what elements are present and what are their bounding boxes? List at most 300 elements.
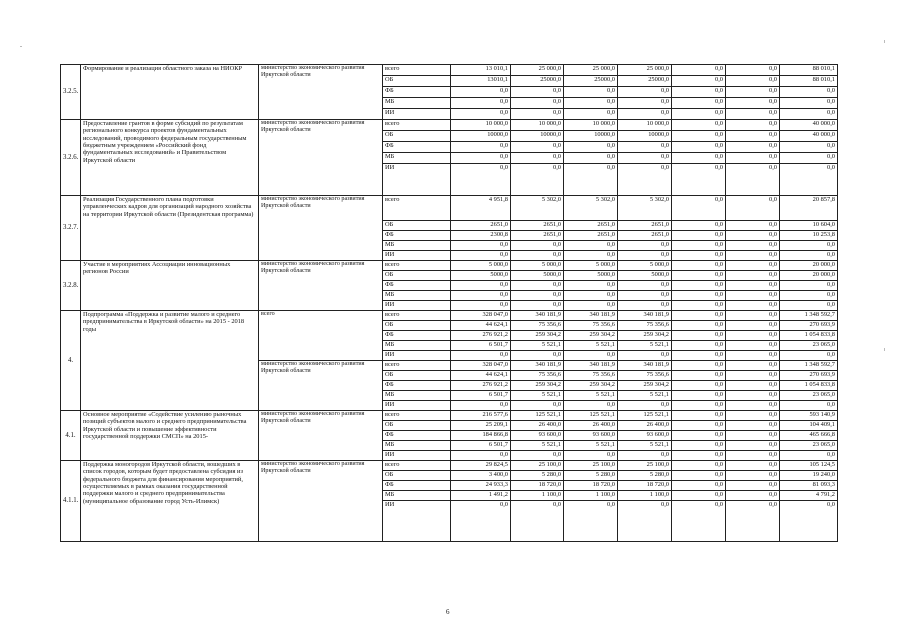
amount-cell: 0,0 bbox=[564, 98, 618, 109]
row-code: 3.2.5. bbox=[61, 65, 81, 120]
amount-cell: 0,0 bbox=[511, 142, 564, 153]
row-code: 3.2.8. bbox=[61, 261, 81, 311]
amount-cell: 0,0 bbox=[618, 98, 672, 109]
amount-cell: 0,0 bbox=[618, 401, 672, 411]
funding-source: ОБ bbox=[383, 371, 451, 381]
amount-cell: 5 302,0 bbox=[618, 196, 672, 221]
funding-source: МБ bbox=[383, 291, 451, 301]
amount-cell: 5 521,1 bbox=[564, 391, 618, 401]
row-code: 4.1.1. bbox=[61, 461, 81, 542]
amount-cell: 0,0 bbox=[672, 261, 726, 271]
funding-source: ОБ bbox=[383, 271, 451, 281]
amount-cell: 0,0 bbox=[511, 241, 564, 251]
amount-cell: 0,0 bbox=[780, 87, 838, 98]
amount-cell: 25 100,0 bbox=[564, 461, 618, 471]
funding-source: ОБ bbox=[383, 471, 451, 481]
amount-cell: 0,0 bbox=[726, 164, 780, 196]
amount-cell: 0,0 bbox=[780, 164, 838, 196]
amount-cell: 25 000,0 bbox=[511, 65, 564, 76]
amount-cell: 0,0 bbox=[618, 291, 672, 301]
amount-cell: 0,0 bbox=[672, 411, 726, 421]
amount-cell: 93 600,0 bbox=[564, 431, 618, 441]
amount-cell: 0,0 bbox=[618, 351, 672, 361]
amount-cell: 0,0 bbox=[672, 351, 726, 361]
amount-cell: 0,0 bbox=[451, 142, 511, 153]
amount-cell: 18 720,0 bbox=[511, 481, 564, 491]
amount-cell: 0,0 bbox=[451, 98, 511, 109]
amount-cell: 5 521,1 bbox=[564, 441, 618, 451]
table-row bbox=[61, 311, 838, 321]
amount-cell: 276 921,2 bbox=[451, 331, 511, 341]
amount-cell: 5 521,1 bbox=[618, 441, 672, 451]
amount-cell: 0,0 bbox=[672, 481, 726, 491]
amount-cell: 328 047,0 bbox=[451, 311, 511, 321]
amount-cell: 0,0 bbox=[672, 142, 726, 153]
amount-cell: 0,0 bbox=[618, 281, 672, 291]
funding-source: ИИ bbox=[383, 164, 451, 196]
amount-cell: 26 400,0 bbox=[618, 421, 672, 431]
amount-cell: 0,0 bbox=[726, 451, 780, 461]
amount-cell: 0,0 bbox=[672, 471, 726, 481]
amount-cell: 0,0 bbox=[511, 87, 564, 98]
amount-cell: 25 209,1 bbox=[451, 421, 511, 431]
amount-cell: 0,0 bbox=[672, 241, 726, 251]
row-executor: министерство экономического развития Иркутской области bbox=[259, 461, 383, 542]
funding-source: МБ bbox=[383, 391, 451, 401]
amount-cell: 5 280,0 bbox=[511, 471, 564, 481]
amount-cell: 20 000,0 bbox=[780, 271, 838, 281]
amount-cell: 75 356,6 bbox=[511, 321, 564, 331]
amount-cell: 5 000,0 bbox=[564, 261, 618, 271]
amount-cell: 0,0 bbox=[451, 351, 511, 361]
amount-cell: 1 348 592,7 bbox=[780, 361, 838, 371]
financing-table bbox=[60, 64, 838, 542]
amount-cell: 0,0 bbox=[564, 241, 618, 251]
amount-cell: 0,0 bbox=[726, 196, 780, 221]
amount-cell: 88 010,1 bbox=[780, 76, 838, 87]
amount-cell: 0,0 bbox=[511, 451, 564, 461]
amount-cell: 0,0 bbox=[672, 431, 726, 441]
funding-source: МБ bbox=[383, 98, 451, 109]
amount-cell: 4 951,8 bbox=[451, 196, 511, 221]
amount-cell: 2651,0 bbox=[564, 231, 618, 241]
amount-cell: 6 501,7 bbox=[451, 391, 511, 401]
amount-cell: 0,0 bbox=[726, 381, 780, 391]
amount-cell: 0,0 bbox=[726, 301, 780, 311]
amount-cell: 10 000,0 bbox=[511, 120, 564, 131]
row-executor: министерство экономического развития Иркутской области bbox=[259, 120, 383, 196]
amount-cell: 125 521,1 bbox=[564, 411, 618, 421]
funding-source: ОБ bbox=[383, 131, 451, 142]
amount-cell: 0,0 bbox=[672, 109, 726, 120]
amount-cell: 5000,0 bbox=[564, 271, 618, 281]
amount-cell: 1 054 833,8 bbox=[780, 331, 838, 341]
amount-cell: 0,0 bbox=[672, 371, 726, 381]
amount-cell: 10 000,0 bbox=[564, 120, 618, 131]
funding-source: ФБ bbox=[383, 87, 451, 98]
amount-cell: 104 409,1 bbox=[780, 421, 838, 431]
amount-cell: 0,0 bbox=[726, 371, 780, 381]
funding-source: МБ bbox=[383, 241, 451, 251]
amount-cell: 0,0 bbox=[672, 301, 726, 311]
table-row bbox=[61, 411, 838, 421]
amount-cell: 2651,0 bbox=[618, 231, 672, 241]
amount-cell: 0,0 bbox=[726, 351, 780, 361]
amount-cell: 0,0 bbox=[451, 501, 511, 542]
amount-cell: 0,0 bbox=[618, 501, 672, 542]
table-row bbox=[61, 461, 838, 471]
funding-source: ФБ bbox=[383, 142, 451, 153]
scan-mark bbox=[884, 40, 885, 43]
amount-cell: 0,0 bbox=[672, 451, 726, 461]
amount-cell: 270 693,9 bbox=[780, 371, 838, 381]
amount-cell: 5 280,0 bbox=[564, 471, 618, 481]
amount-cell: 0,0 bbox=[672, 196, 726, 221]
amount-cell: 29 824,5 bbox=[451, 461, 511, 471]
amount-cell: 0,0 bbox=[672, 441, 726, 451]
amount-cell: 23 065,0 bbox=[780, 391, 838, 401]
amount-cell: 0,0 bbox=[672, 65, 726, 76]
amount-cell: 5 302,0 bbox=[564, 196, 618, 221]
amount-cell: 0,0 bbox=[672, 76, 726, 87]
row-description: Реализация Государственного плана подготовки управленческих кадров для организаций народного хозяйства на территории Иркутской области (Президентская программа) bbox=[81, 196, 259, 261]
amount-cell: 0,0 bbox=[672, 98, 726, 109]
amount-cell: 0,0 bbox=[726, 281, 780, 291]
funding-source: МБ bbox=[383, 491, 451, 501]
funding-source: МБ bbox=[383, 153, 451, 164]
amount-cell: 0,0 bbox=[618, 164, 672, 196]
amount-cell: 0,0 bbox=[726, 65, 780, 76]
amount-cell: 0,0 bbox=[672, 381, 726, 391]
amount-cell: 0,0 bbox=[780, 241, 838, 251]
row-executor: министерство экономического развития Иркутской области bbox=[259, 196, 383, 261]
amount-cell: 10 604,0 bbox=[780, 221, 838, 231]
amount-cell: 0,0 bbox=[726, 391, 780, 401]
amount-cell: 0,0 bbox=[726, 261, 780, 271]
amount-cell: 0,0 bbox=[672, 271, 726, 281]
scan-mark bbox=[20, 46, 22, 47]
amount-cell: 5 000,0 bbox=[511, 261, 564, 271]
amount-cell: 0,0 bbox=[618, 301, 672, 311]
amount-cell: 2651,0 bbox=[511, 231, 564, 241]
table-row bbox=[61, 65, 838, 76]
amount-cell: 0,0 bbox=[726, 120, 780, 131]
amount-cell: 328 047,0 bbox=[451, 361, 511, 371]
funding-source: ИИ bbox=[383, 401, 451, 411]
amount-cell: 19 240,0 bbox=[780, 471, 838, 481]
amount-cell: 13010,1 bbox=[451, 76, 511, 87]
funding-source: ОБ bbox=[383, 76, 451, 87]
funding-source: всего bbox=[383, 120, 451, 131]
funding-source: ИИ bbox=[383, 251, 451, 261]
amount-cell: 0,0 bbox=[726, 251, 780, 261]
amount-cell: 75 356,6 bbox=[511, 371, 564, 381]
amount-cell: 0,0 bbox=[672, 291, 726, 301]
funding-source: ФБ bbox=[383, 281, 451, 291]
amount-cell: 0,0 bbox=[511, 164, 564, 196]
amount-cell: 0,0 bbox=[726, 481, 780, 491]
amount-cell: 5 521,1 bbox=[618, 341, 672, 351]
funding-source: всего bbox=[383, 461, 451, 471]
amount-cell: 5000,0 bbox=[511, 271, 564, 281]
amount-cell: 0,0 bbox=[511, 251, 564, 261]
amount-cell: 0,0 bbox=[511, 501, 564, 542]
row-description: Основное мероприятие «Содействие усилению рыночных позиций субъектов малого и среднего предпринимательства Иркутской области и повышение эффективности государственной поддержки СМСП» на 2015- bbox=[81, 411, 259, 461]
funding-source: МБ bbox=[383, 341, 451, 351]
amount-cell: 259 304,2 bbox=[511, 381, 564, 391]
amount-cell: 0,0 bbox=[726, 441, 780, 451]
amount-cell: 40 000,0 bbox=[780, 120, 838, 131]
amount-cell: 5 000,0 bbox=[451, 261, 511, 271]
amount-cell: 4 791,2 bbox=[780, 491, 838, 501]
amount-cell: 25 000,0 bbox=[618, 65, 672, 76]
amount-cell: 0,0 bbox=[511, 153, 564, 164]
table-row bbox=[61, 120, 838, 131]
amount-cell: 0,0 bbox=[726, 341, 780, 351]
amount-cell: 340 181,9 bbox=[618, 361, 672, 371]
amount-cell: 340 181,9 bbox=[511, 361, 564, 371]
amount-cell: 0,0 bbox=[451, 291, 511, 301]
amount-cell: 5 000,0 bbox=[618, 261, 672, 271]
amount-cell: 0,0 bbox=[564, 251, 618, 261]
amount-cell: 340 181,9 bbox=[564, 311, 618, 321]
amount-cell: 0,0 bbox=[726, 271, 780, 281]
amount-cell: 0,0 bbox=[780, 251, 838, 261]
amount-cell: 0,0 bbox=[726, 131, 780, 142]
funding-source: всего bbox=[383, 196, 451, 221]
funding-source: ФБ bbox=[383, 331, 451, 341]
amount-cell: 0,0 bbox=[451, 241, 511, 251]
funding-source: ОБ bbox=[383, 421, 451, 431]
amount-cell: 0,0 bbox=[672, 221, 726, 231]
amount-cell: 25000,0 bbox=[511, 76, 564, 87]
amount-cell: 0,0 bbox=[672, 164, 726, 196]
row-code: 4. bbox=[61, 311, 81, 411]
amount-cell: 5 280,0 bbox=[618, 471, 672, 481]
funding-source: ИИ bbox=[383, 351, 451, 361]
amount-cell: 26 400,0 bbox=[511, 421, 564, 431]
funding-source: всего bbox=[383, 65, 451, 76]
funding-source: всего bbox=[383, 411, 451, 421]
amount-cell: 44 624,1 bbox=[451, 321, 511, 331]
table-row bbox=[61, 196, 838, 221]
amount-cell: 593 140,9 bbox=[780, 411, 838, 421]
amount-cell: 0,0 bbox=[780, 281, 838, 291]
amount-cell: 10 000,0 bbox=[618, 120, 672, 131]
amount-cell: 0,0 bbox=[672, 311, 726, 321]
funding-source: всего bbox=[383, 311, 451, 321]
amount-cell: 0,0 bbox=[726, 142, 780, 153]
amount-cell: 0,0 bbox=[726, 109, 780, 120]
amount-cell: 0,0 bbox=[564, 401, 618, 411]
amount-cell: 93 600,0 bbox=[511, 431, 564, 441]
funding-source: ОБ bbox=[383, 321, 451, 331]
amount-cell: 0,0 bbox=[564, 87, 618, 98]
amount-cell: 0,0 bbox=[672, 391, 726, 401]
amount-cell: 125 521,1 bbox=[618, 411, 672, 421]
amount-cell: 5 521,1 bbox=[618, 391, 672, 401]
amount-cell: 0,0 bbox=[726, 241, 780, 251]
amount-cell: 0,0 bbox=[672, 461, 726, 471]
amount-cell: 0,0 bbox=[726, 491, 780, 501]
amount-cell: 0,0 bbox=[564, 281, 618, 291]
amount-cell: 23 065,0 bbox=[780, 441, 838, 451]
amount-cell: 0,0 bbox=[451, 251, 511, 261]
amount-cell: 0,0 bbox=[451, 451, 511, 461]
amount-cell: 18 720,0 bbox=[564, 481, 618, 491]
row-executor: министерство экономического развития Иркутской области bbox=[259, 65, 383, 120]
amount-cell: 0,0 bbox=[564, 153, 618, 164]
row-executor: министерство экономического развития Иркутской области bbox=[259, 361, 383, 411]
amount-cell: 0,0 bbox=[618, 153, 672, 164]
row-executor: министерство экономического развития Иркутской области bbox=[259, 261, 383, 311]
amount-cell: 0,0 bbox=[726, 421, 780, 431]
amount-cell: 2300,8 bbox=[451, 231, 511, 241]
amount-cell: 259 304,2 bbox=[618, 331, 672, 341]
amount-cell: 0,0 bbox=[451, 281, 511, 291]
scan-mark bbox=[884, 348, 885, 351]
amount-cell: 340 181,9 bbox=[511, 311, 564, 321]
amount-cell: 25000,0 bbox=[564, 76, 618, 87]
amount-cell: 0,0 bbox=[672, 401, 726, 411]
amount-cell: 0,0 bbox=[672, 361, 726, 371]
row-code: 3.2.7. bbox=[61, 196, 81, 261]
amount-cell: 0,0 bbox=[564, 351, 618, 361]
amount-cell: 0,0 bbox=[672, 131, 726, 142]
amount-cell: 2651,0 bbox=[451, 221, 511, 231]
amount-cell: 184 866,8 bbox=[451, 431, 511, 441]
amount-cell: 24 933,3 bbox=[451, 481, 511, 491]
amount-cell: 0,0 bbox=[726, 461, 780, 471]
funding-source: ИИ bbox=[383, 109, 451, 120]
amount-cell: 0,0 bbox=[780, 501, 838, 542]
amount-cell: 0,0 bbox=[726, 401, 780, 411]
amount-cell: 0,0 bbox=[618, 87, 672, 98]
amount-cell: 259 304,2 bbox=[564, 331, 618, 341]
amount-cell: 0,0 bbox=[511, 401, 564, 411]
amount-cell: 0,0 bbox=[451, 164, 511, 196]
amount-cell: 20 000,0 bbox=[780, 261, 838, 271]
amount-cell: 1 100,0 bbox=[511, 491, 564, 501]
amount-cell: 0,0 bbox=[726, 221, 780, 231]
amount-cell: 0,0 bbox=[564, 451, 618, 461]
row-executor: всего bbox=[259, 311, 383, 361]
amount-cell: 1 100,0 bbox=[564, 491, 618, 501]
amount-cell: 13 010,1 bbox=[451, 65, 511, 76]
amount-cell: 1 100,0 bbox=[618, 491, 672, 501]
funding-source: ФБ bbox=[383, 431, 451, 441]
amount-cell: 18 720,0 bbox=[618, 481, 672, 491]
amount-cell: 1 054 833,8 bbox=[780, 381, 838, 391]
amount-cell: 465 666,8 bbox=[780, 431, 838, 441]
amount-cell: 0,0 bbox=[672, 120, 726, 131]
amount-cell: 0,0 bbox=[511, 98, 564, 109]
amount-cell: 0,0 bbox=[780, 153, 838, 164]
amount-cell: 40 000,0 bbox=[780, 131, 838, 142]
row-description: Подпрограмма «Поддержка и развитие малого и среднего предпринимательства в Иркутской области» на 2015 - 2018 годы bbox=[81, 311, 259, 411]
amount-cell: 5000,0 bbox=[451, 271, 511, 281]
amount-cell: 0,0 bbox=[726, 87, 780, 98]
amount-cell: 2651,0 bbox=[618, 221, 672, 231]
row-code: 3.2.6. bbox=[61, 120, 81, 196]
amount-cell: 44 624,1 bbox=[451, 371, 511, 381]
amount-cell: 10000,0 bbox=[564, 131, 618, 142]
row-code: 4.1. bbox=[61, 411, 81, 461]
amount-cell: 0,0 bbox=[780, 109, 838, 120]
amount-cell: 216 577,6 bbox=[451, 411, 511, 421]
funding-source: ИИ bbox=[383, 451, 451, 461]
amount-cell: 270 693,9 bbox=[780, 321, 838, 331]
amount-cell: 10000,0 bbox=[511, 131, 564, 142]
amount-cell: 0,0 bbox=[672, 341, 726, 351]
amount-cell: 10000,0 bbox=[451, 131, 511, 142]
amount-cell: 0,0 bbox=[618, 451, 672, 461]
amount-cell: 1 491,2 bbox=[451, 491, 511, 501]
amount-cell: 0,0 bbox=[511, 351, 564, 361]
funding-source: ИИ bbox=[383, 501, 451, 542]
funding-source: ОБ bbox=[383, 221, 451, 231]
amount-cell: 25 000,0 bbox=[564, 65, 618, 76]
row-description: Поддержка моногородов Иркутской области, вошедших в список городов, которым будет предоставлена субсидия из федерального бюджета для финансирования мероприятий, осуществляемых в рамках оказания государственной поддержки малого и среднего предпринимательства (муниципальное образование город Усть-Илимск) bbox=[81, 461, 259, 542]
amount-cell: 0,0 bbox=[618, 241, 672, 251]
page-number: 6 bbox=[446, 608, 450, 616]
row-description: Формирование и реализация областного заказа на НИОКР bbox=[81, 65, 259, 120]
amount-cell: 25 100,0 bbox=[618, 461, 672, 471]
amount-cell: 0,0 bbox=[726, 471, 780, 481]
amount-cell: 0,0 bbox=[672, 321, 726, 331]
amount-cell: 88 010,1 bbox=[780, 65, 838, 76]
amount-cell: 0,0 bbox=[564, 164, 618, 196]
amount-cell: 2651,0 bbox=[564, 221, 618, 231]
amount-cell: 0,0 bbox=[672, 331, 726, 341]
amount-cell: 0,0 bbox=[726, 361, 780, 371]
amount-cell: 0,0 bbox=[726, 331, 780, 341]
amount-cell: 6 501,7 bbox=[451, 341, 511, 351]
amount-cell: 2651,0 bbox=[511, 221, 564, 231]
funding-source: всего bbox=[383, 361, 451, 371]
amount-cell: 5 521,1 bbox=[511, 341, 564, 351]
amount-cell: 0,0 bbox=[780, 291, 838, 301]
amount-cell: 0,0 bbox=[618, 251, 672, 261]
amount-cell: 0,0 bbox=[780, 142, 838, 153]
amount-cell: 5 521,1 bbox=[511, 441, 564, 451]
amount-cell: 0,0 bbox=[726, 76, 780, 87]
amount-cell: 0,0 bbox=[726, 291, 780, 301]
amount-cell: 0,0 bbox=[780, 98, 838, 109]
amount-cell: 10000,0 bbox=[618, 131, 672, 142]
row-description: Участие в мероприятиях Ассоциации инновационных регионов России bbox=[81, 261, 259, 311]
amount-cell: 0,0 bbox=[511, 109, 564, 120]
amount-cell: 0,0 bbox=[618, 109, 672, 120]
amount-cell: 0,0 bbox=[564, 301, 618, 311]
amount-cell: 0,0 bbox=[780, 401, 838, 411]
amount-cell: 0,0 bbox=[780, 301, 838, 311]
amount-cell: 0,0 bbox=[564, 501, 618, 542]
amount-cell: 105 124,5 bbox=[780, 461, 838, 471]
amount-cell: 0,0 bbox=[726, 153, 780, 164]
amount-cell: 75 356,6 bbox=[564, 371, 618, 381]
amount-cell: 0,0 bbox=[726, 431, 780, 441]
amount-cell: 340 181,9 bbox=[618, 311, 672, 321]
amount-cell: 0,0 bbox=[672, 421, 726, 431]
amount-cell: 0,0 bbox=[451, 87, 511, 98]
amount-cell: 75 356,6 bbox=[564, 321, 618, 331]
amount-cell: 0,0 bbox=[726, 501, 780, 542]
amount-cell: 0,0 bbox=[511, 281, 564, 291]
amount-cell: 259 304,2 bbox=[618, 381, 672, 391]
amount-cell: 0,0 bbox=[780, 351, 838, 361]
table-row bbox=[61, 261, 838, 271]
